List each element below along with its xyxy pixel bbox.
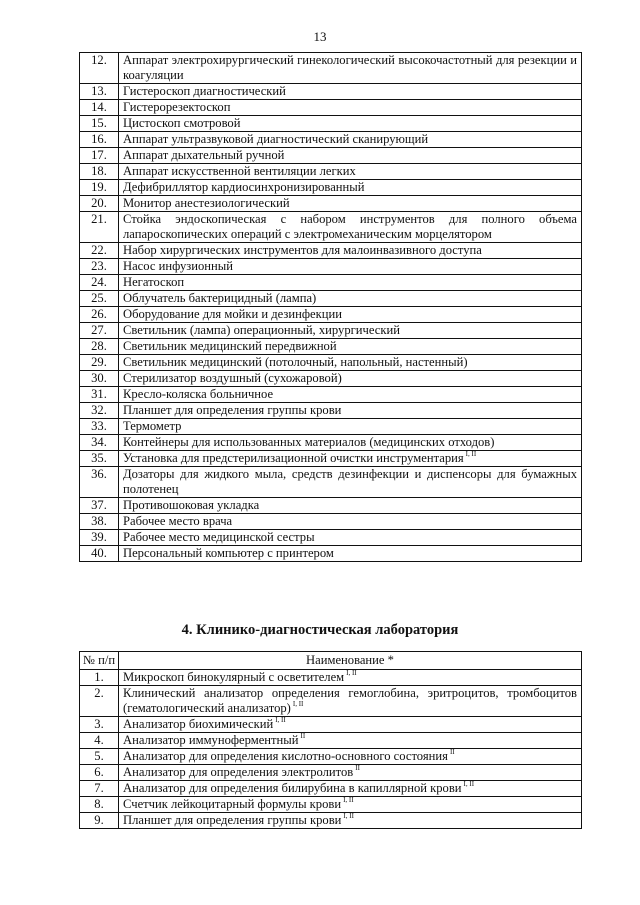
item-name-cell <box>119 797 582 813</box>
table-row <box>80 781 582 797</box>
table-row <box>80 164 582 180</box>
item-name-cell <box>119 180 582 196</box>
item-name-cell <box>119 339 582 355</box>
table-row <box>80 670 582 686</box>
table-row <box>80 243 582 259</box>
item-name: Аппарат ультразвуковой диагностический сканирующий <box>123 132 429 146</box>
item-name-cell <box>119 275 582 291</box>
row-number: 24. <box>80 275 119 291</box>
row-number: 8. <box>80 797 119 813</box>
row-number: 18. <box>80 164 119 180</box>
item-name-cell <box>119 781 582 797</box>
table-row <box>80 323 582 339</box>
table-row <box>80 53 582 84</box>
item-name: Светильник медицинский (потолочный, напольный, настенный) <box>123 355 468 369</box>
row-number: 28. <box>80 339 119 355</box>
item-name-cell <box>119 419 582 435</box>
item-name: Гистерорезектоскоп <box>123 100 231 114</box>
row-number: 19. <box>80 180 119 196</box>
item-name-cell <box>119 100 582 116</box>
item-name: Контейнеры для использованных материалов (медицинских отходов) <box>123 435 495 449</box>
item-name-cell <box>119 733 582 749</box>
row-number: 7. <box>80 781 119 797</box>
table-row <box>80 180 582 196</box>
item-name: Насос инфузионный <box>123 259 233 273</box>
laboratory-equipment-table <box>79 651 582 829</box>
item-name: Термометр <box>123 419 182 433</box>
row-number: 2. <box>80 686 119 717</box>
item-name: Анализатор для определения билирубина в капиллярной крови <box>123 781 462 795</box>
table-row <box>80 291 582 307</box>
item-name: Планшет для определения группы крови <box>123 813 342 827</box>
item-name: Стойка эндоскопическая с набором инструментов для полного объема лапароскопических операций с электромеханическим морцелятором <box>123 212 577 241</box>
table-row <box>80 196 582 212</box>
item-name-cell <box>119 451 582 467</box>
row-number: 38. <box>80 514 119 530</box>
item-name: Анализатор для определения кислотно-основного состояния <box>123 749 448 763</box>
section-title: 4. Клинико-диагностическая лаборатория <box>181 622 459 638</box>
footnote-mark: I, II <box>346 669 357 677</box>
table-row <box>80 451 582 467</box>
item-name: Гистероскоп диагностический <box>123 84 286 98</box>
row-number: 31. <box>80 387 119 403</box>
item-name: Анализатор биохимический <box>123 717 274 731</box>
table-row <box>80 498 582 514</box>
item-name-cell <box>119 164 582 180</box>
page-number: 13 <box>313 29 327 44</box>
item-name: Планшет для определения группы крови <box>123 403 342 417</box>
item-name-cell <box>119 259 582 275</box>
table-row <box>80 686 582 717</box>
item-name-cell <box>119 243 582 259</box>
row-number: 33. <box>80 419 119 435</box>
table-row <box>80 403 582 419</box>
item-name-cell <box>119 148 582 164</box>
row-number: 4. <box>80 733 119 749</box>
item-name-cell <box>119 765 582 781</box>
table-row <box>80 84 582 100</box>
item-name-cell <box>119 212 582 243</box>
item-name-cell <box>119 291 582 307</box>
table-row <box>80 307 582 323</box>
table-row <box>80 116 582 132</box>
table-row <box>80 749 582 765</box>
item-name: Цистоскоп смотровой <box>123 116 241 130</box>
footnote-mark: II <box>300 732 306 740</box>
equipment-table-body <box>80 53 582 562</box>
row-number: 6. <box>80 765 119 781</box>
row-number: 1. <box>80 670 119 686</box>
item-name-cell <box>119 196 582 212</box>
equipment-table-continued <box>79 52 582 562</box>
table-row <box>80 733 582 749</box>
item-name-cell <box>119 498 582 514</box>
row-number: 36. <box>80 467 119 498</box>
column-header-name: Наименование * <box>119 652 582 670</box>
item-name: Аппарат электрохирургический гинекологический высокочастотный для резекции и коагуляции <box>123 53 577 82</box>
row-number: 30. <box>80 371 119 387</box>
row-number: 29. <box>80 355 119 371</box>
item-name-cell <box>119 355 582 371</box>
item-name-cell <box>119 686 582 717</box>
row-number: 14. <box>80 100 119 116</box>
table-row <box>80 717 582 733</box>
table-row <box>80 339 582 355</box>
item-name: Персональный компьютер с принтером <box>123 546 334 560</box>
row-number: 26. <box>80 307 119 323</box>
row-number: 34. <box>80 435 119 451</box>
item-name-cell <box>119 749 582 765</box>
row-number: 3. <box>80 717 119 733</box>
row-number: 25. <box>80 291 119 307</box>
footnote-mark: I, II <box>275 716 286 724</box>
footnote-mark: I, II <box>465 450 477 458</box>
row-number: 12. <box>80 53 119 84</box>
item-name-cell <box>119 387 582 403</box>
table-row <box>80 797 582 813</box>
item-name-cell <box>119 435 582 451</box>
table-row <box>80 514 582 530</box>
item-name: Микроскоп бинокулярный с осветителем <box>123 670 345 684</box>
row-number: 22. <box>80 243 119 259</box>
table-row <box>80 148 582 164</box>
table-row <box>80 259 582 275</box>
item-name-cell <box>119 323 582 339</box>
row-number: 16. <box>80 132 119 148</box>
row-number: 32. <box>80 403 119 419</box>
row-number: 15. <box>80 116 119 132</box>
item-name-cell <box>119 670 582 686</box>
row-number: 27. <box>80 323 119 339</box>
footnote-mark: I, II <box>343 812 354 820</box>
footnote-mark: I, II <box>343 796 354 804</box>
footnote-mark: II <box>355 764 360 772</box>
item-name-cell <box>119 307 582 323</box>
item-name: Анализатор для определения электролитов <box>123 765 354 779</box>
item-name: Аппарат дыхательный ручной <box>123 148 285 162</box>
table-row <box>80 100 582 116</box>
table-row <box>80 546 582 562</box>
item-name: Рабочее место врача <box>123 514 233 528</box>
table-row <box>80 813 582 829</box>
item-name-cell <box>119 530 582 546</box>
row-number: 37. <box>80 498 119 514</box>
column-header-number: № п/п <box>80 652 119 670</box>
table-row <box>80 275 582 291</box>
item-name: Дефибриллятор кардиосинхронизированный <box>123 180 365 194</box>
item-name-cell <box>119 116 582 132</box>
item-name: Стерилизатор воздушный (сухожаровой) <box>123 371 342 385</box>
table-row <box>80 419 582 435</box>
row-number: 9. <box>80 813 119 829</box>
row-number: 5. <box>80 749 119 765</box>
item-name: Кресло-коляска больничное <box>123 387 274 401</box>
item-name: Светильник (лампа) операционный, хирургический <box>123 323 400 337</box>
item-name: Оборудование для мойки и дезинфекции <box>123 307 342 321</box>
table-row <box>80 435 582 451</box>
table-header <box>80 652 582 670</box>
table-row <box>80 355 582 371</box>
row-number: 35. <box>80 451 119 467</box>
row-number: 20. <box>80 196 119 212</box>
item-name: Монитор анестезиологический <box>123 196 290 210</box>
row-number: 23. <box>80 259 119 275</box>
item-name: Счетчик лейкоцитарный формулы крови <box>123 797 342 811</box>
item-name: Противошоковая укладка <box>123 498 260 512</box>
table-row <box>80 212 582 243</box>
table-row <box>80 132 582 148</box>
item-name-cell <box>119 84 582 100</box>
row-number: 13. <box>80 84 119 100</box>
footnote-mark: I, II <box>463 780 475 788</box>
item-name: Анализатор иммуноферментный <box>123 733 299 747</box>
item-name-cell <box>119 371 582 387</box>
item-name-cell <box>119 813 582 829</box>
table-row <box>80 371 582 387</box>
table-row <box>80 765 582 781</box>
table-header-row <box>80 652 582 670</box>
item-name-cell <box>119 467 582 498</box>
footnote-mark: I, II <box>292 700 304 708</box>
item-name-cell <box>119 514 582 530</box>
table-row <box>80 467 582 498</box>
table-row <box>80 387 582 403</box>
laboratory-table-body <box>80 670 582 829</box>
row-number: 40. <box>80 546 119 562</box>
item-name: Негатоскоп <box>123 275 185 289</box>
item-name-cell <box>119 132 582 148</box>
table-row <box>80 530 582 546</box>
item-name-cell <box>119 403 582 419</box>
item-name: Аппарат искусственной вентиляции легких <box>123 164 356 178</box>
item-name: Установка для предстерилизационной очистки инструментария <box>123 451 464 465</box>
item-name: Набор хирургических инструментов для малоинвазивного доступа <box>123 243 482 257</box>
item-name: Рабочее место медицинской сестры <box>123 530 315 544</box>
item-name: Светильник медицинский передвижной <box>123 339 337 353</box>
item-name-cell <box>119 717 582 733</box>
item-name-cell <box>119 53 582 84</box>
row-number: 21. <box>80 212 119 243</box>
row-number: 17. <box>80 148 119 164</box>
item-name: Клинический анализатор определения гемоглобина, эритроцитов, тромбоцитов (гематологический анализатор) <box>123 686 577 715</box>
row-number: 39. <box>80 530 119 546</box>
item-name: Облучатель бактерицидный (лампа) <box>123 291 317 305</box>
item-name-cell <box>119 546 582 562</box>
item-name: Дозаторы для жидкого мыла, средств дезинфекции и диспенсоры для бумажных полотенец <box>123 467 577 496</box>
footnote-mark: II <box>449 748 455 756</box>
